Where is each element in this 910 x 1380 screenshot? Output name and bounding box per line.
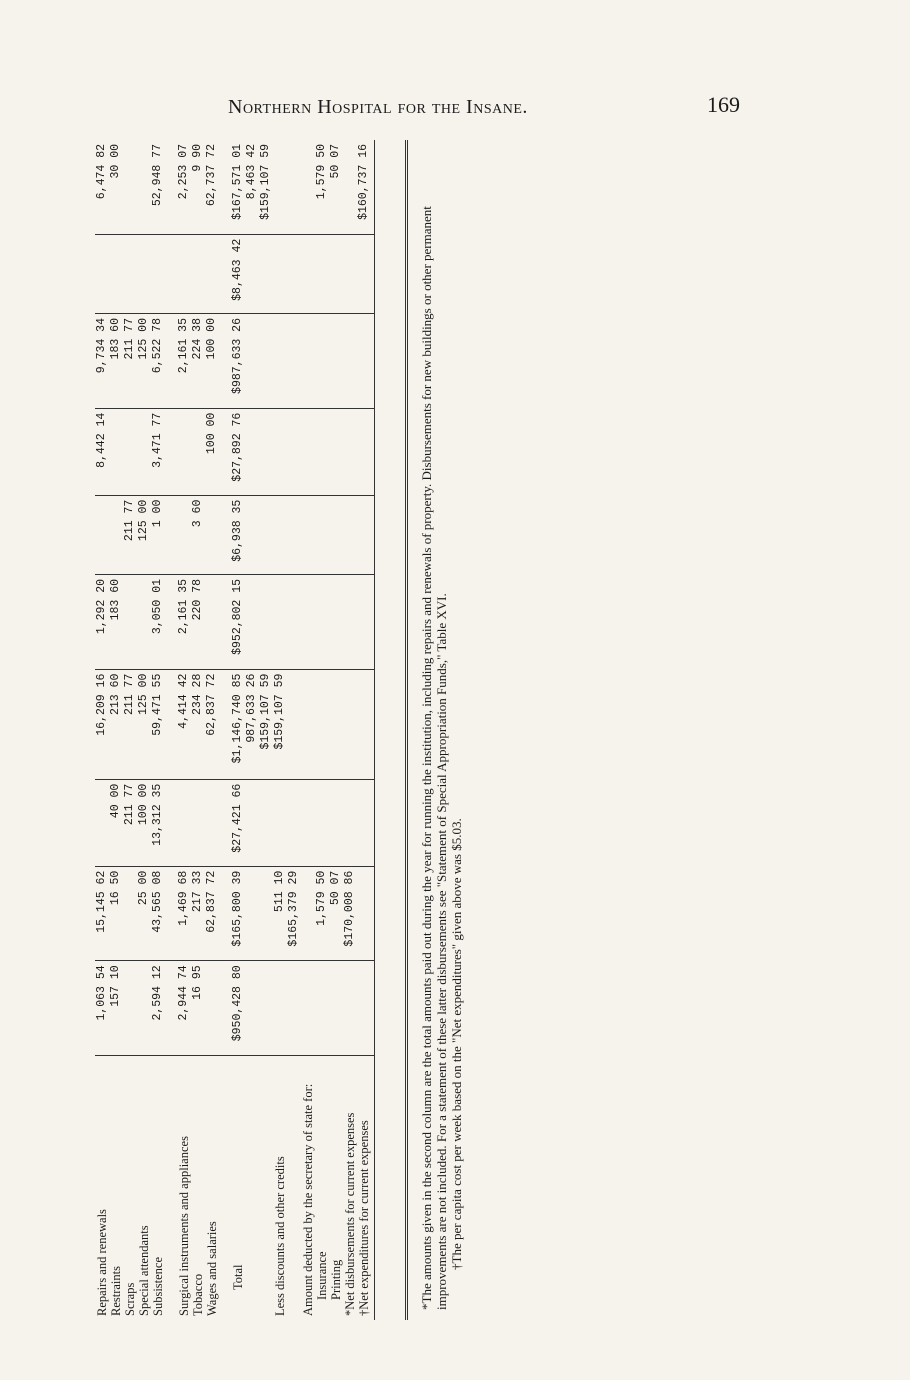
table-cell bbox=[245, 961, 259, 1056]
table-cell bbox=[137, 234, 151, 313]
table-cell bbox=[329, 234, 343, 313]
row-label: Insurance bbox=[315, 1251, 329, 1300]
table-cell bbox=[137, 961, 151, 1056]
table-cell bbox=[315, 234, 329, 313]
table-cell: $27,892 76 bbox=[231, 408, 245, 495]
table-cell bbox=[301, 234, 315, 313]
table-cell bbox=[343, 314, 357, 409]
table-cell bbox=[273, 408, 287, 495]
table-cell bbox=[123, 961, 137, 1056]
table-cell: 183 60 bbox=[109, 574, 123, 669]
table-cell bbox=[95, 234, 109, 313]
row-label: †Net expenditures for current expenses bbox=[357, 1056, 375, 1321]
table-cell: 40 00 bbox=[109, 779, 123, 866]
table-cell: 2,944 74 bbox=[177, 961, 191, 1056]
table-cell: $159,107 59 bbox=[259, 140, 273, 234]
table-cell bbox=[301, 669, 315, 779]
table-cell bbox=[165, 574, 177, 669]
table-cell bbox=[287, 314, 301, 409]
table-cell: 43,565 08 bbox=[151, 866, 165, 961]
table-cell bbox=[343, 234, 357, 313]
table-cell bbox=[219, 866, 231, 961]
table-cell bbox=[273, 234, 287, 313]
row-label: Amount deducted by the secretary of state for: bbox=[301, 1083, 315, 1316]
table-cell: 1,469 68 bbox=[177, 866, 191, 961]
row-label: Subsistence bbox=[151, 1256, 165, 1316]
table-cell bbox=[315, 314, 329, 409]
table-cell: 8,463 42 bbox=[245, 140, 259, 234]
table-cell bbox=[315, 669, 329, 779]
row-label: Special attendants bbox=[137, 1225, 151, 1316]
table-cell bbox=[343, 574, 357, 669]
table-cell bbox=[287, 961, 301, 1056]
printing-row bbox=[329, 140, 343, 1320]
table-cell: 1 00 bbox=[151, 495, 165, 574]
table-cell bbox=[343, 669, 357, 779]
table-cell bbox=[165, 866, 177, 961]
row-label bbox=[287, 1056, 301, 1321]
table-cell: 211 77 bbox=[123, 314, 137, 409]
table-cell: 50 07 bbox=[329, 866, 343, 961]
table-cell: 1,579 50 bbox=[315, 866, 329, 961]
table-cell: 511 10 bbox=[273, 866, 287, 961]
table-cell bbox=[245, 408, 259, 495]
less-discounts-row bbox=[273, 140, 287, 1320]
table-cell bbox=[177, 495, 191, 574]
table-cell bbox=[357, 866, 375, 961]
table-cell bbox=[329, 669, 343, 779]
table-cell: 25 00 bbox=[137, 866, 151, 961]
table-cell bbox=[205, 961, 219, 1056]
table-cell: $27,421 66 bbox=[231, 779, 245, 866]
table-cell bbox=[301, 140, 315, 234]
table-cell bbox=[245, 574, 259, 669]
table-cell bbox=[219, 495, 231, 574]
table-cell: 3,471 77 bbox=[151, 408, 165, 495]
table-cell: $170,008 86 bbox=[343, 866, 357, 961]
footnotes bbox=[419, 150, 464, 1310]
table-cell bbox=[165, 961, 177, 1056]
table-cell: 2,161 35 bbox=[177, 574, 191, 669]
table-cell bbox=[301, 495, 315, 574]
table-row bbox=[205, 140, 219, 1320]
table-cell bbox=[177, 779, 191, 866]
table-cell: 16,209 16 bbox=[95, 669, 109, 779]
table-cell bbox=[137, 140, 151, 234]
table-cell: 1,579 50 bbox=[315, 140, 329, 234]
total-diff-row bbox=[259, 140, 273, 1320]
table-cell bbox=[343, 961, 357, 1056]
table-cell bbox=[343, 779, 357, 866]
table-cell bbox=[301, 314, 315, 409]
table-cell: 62,837 72 bbox=[205, 866, 219, 961]
table-cell bbox=[357, 314, 375, 409]
spacer-row bbox=[219, 140, 231, 1320]
table-cell bbox=[301, 574, 315, 669]
table-cell bbox=[137, 574, 151, 669]
total-row bbox=[231, 140, 245, 1320]
row-label: Scraps bbox=[123, 1282, 137, 1316]
running-title: Northern Hospital for the Insane. bbox=[228, 96, 528, 118]
footnote-2: †The per capita cost per week based on the "Net expenditures" given above was $5.03. bbox=[449, 818, 464, 1270]
table-cell bbox=[219, 234, 231, 313]
table-cell bbox=[165, 314, 177, 409]
table-cell bbox=[301, 408, 315, 495]
table-cell bbox=[273, 140, 287, 234]
table-cell: 2,161 35 bbox=[177, 314, 191, 409]
table-cell bbox=[287, 779, 301, 866]
table-cell bbox=[259, 234, 273, 313]
table-cell: 8,442 14 bbox=[95, 408, 109, 495]
table-bottom-rule bbox=[405, 140, 408, 1320]
table-cell: 4,414 42 bbox=[177, 669, 191, 779]
table-cell bbox=[329, 961, 343, 1056]
table-cell: $165,800 39 bbox=[231, 866, 245, 961]
rotated-table-block bbox=[95, 140, 525, 1320]
table-cell: 52,948 77 bbox=[151, 140, 165, 234]
table-cell bbox=[259, 779, 273, 866]
table-cell: 213 60 bbox=[109, 669, 123, 779]
table-cell bbox=[165, 140, 177, 234]
table-cell: 50 07 bbox=[329, 140, 343, 234]
table-row bbox=[177, 140, 191, 1320]
table-cell bbox=[259, 314, 273, 409]
table-cell: 100 00 bbox=[205, 314, 219, 409]
table-cell: 3,050 01 bbox=[151, 574, 165, 669]
table-cell bbox=[357, 669, 375, 779]
table-cell bbox=[205, 234, 219, 313]
table-cell: 62,837 72 bbox=[205, 669, 219, 779]
table-cell bbox=[329, 408, 343, 495]
table-cell bbox=[357, 961, 375, 1056]
net-expenditures-row bbox=[357, 140, 375, 1320]
table-cell bbox=[123, 140, 137, 234]
table-row bbox=[191, 140, 205, 1320]
table-cell bbox=[315, 961, 329, 1056]
table-cell bbox=[357, 574, 375, 669]
table-cell: 217 33 bbox=[191, 866, 205, 961]
table-cell bbox=[357, 495, 375, 574]
table-cell bbox=[191, 234, 205, 313]
table-cell bbox=[273, 961, 287, 1056]
table-cell bbox=[219, 408, 231, 495]
table-row bbox=[151, 140, 165, 1320]
table-cell: 2,594 12 bbox=[151, 961, 165, 1056]
table-cell bbox=[287, 234, 301, 313]
table-cell bbox=[219, 140, 231, 234]
table-cell: 125 00 bbox=[137, 669, 151, 779]
table-cell bbox=[357, 408, 375, 495]
table-cell: $952,802 15 bbox=[231, 574, 245, 669]
table-cell bbox=[273, 314, 287, 409]
table-row bbox=[137, 140, 151, 1320]
table-cell bbox=[109, 408, 123, 495]
table-cell bbox=[301, 779, 315, 866]
footnote-1: *The amounts given in the second column are the total amounts paid out during the year for running the institution, including repairs and renewals of property. Disbursements for new buildings or other permanent improvements are not included. For a statement of these latter disbursements see "Statement of Special Appropriation Funds," Table XVI. bbox=[419, 206, 449, 1310]
table-cell bbox=[329, 314, 343, 409]
table-cell: $159,107 59 bbox=[273, 669, 287, 779]
table-cell bbox=[191, 408, 205, 495]
table-cell bbox=[123, 574, 137, 669]
table-cell bbox=[151, 234, 165, 313]
table-row bbox=[95, 140, 109, 1320]
table-cell: 6,522 78 bbox=[151, 314, 165, 409]
table-cell: 13,312 35 bbox=[151, 779, 165, 866]
less-result-row bbox=[287, 140, 301, 1320]
table-cell: 62,737 72 bbox=[205, 140, 219, 234]
table-cell bbox=[315, 574, 329, 669]
table-cell bbox=[177, 408, 191, 495]
table-cell: $1,146,740 85 bbox=[231, 669, 245, 779]
row-label: Wages and salaries bbox=[205, 1221, 219, 1316]
table-cell bbox=[273, 574, 287, 669]
table-cell bbox=[357, 779, 375, 866]
table-cell bbox=[259, 574, 273, 669]
table-cell: 9,734 34 bbox=[95, 314, 109, 409]
table-cell bbox=[343, 495, 357, 574]
table-cell: 3 60 bbox=[191, 495, 205, 574]
table-cell bbox=[205, 779, 219, 866]
table-cell: 1,063 54 bbox=[95, 961, 109, 1056]
table-cell bbox=[301, 866, 315, 961]
deducted-heading-row bbox=[301, 140, 315, 1320]
table-cell bbox=[191, 779, 205, 866]
table-cell: 100 00 bbox=[205, 408, 219, 495]
table-cell: 234 28 bbox=[191, 669, 205, 779]
table-cell: $167,571 01 bbox=[231, 140, 245, 234]
table-cell bbox=[315, 408, 329, 495]
table-cell: 125 00 bbox=[137, 314, 151, 409]
table-cell bbox=[287, 140, 301, 234]
table-cell: 224 38 bbox=[191, 314, 205, 409]
table-cell: $6,938 35 bbox=[231, 495, 245, 574]
row-label: Restraints bbox=[109, 1266, 123, 1316]
table-cell: 59,471 55 bbox=[151, 669, 165, 779]
table-cell bbox=[301, 961, 315, 1056]
table-cell bbox=[219, 314, 231, 409]
table-cell bbox=[259, 866, 273, 961]
row-label: Repairs and renewals bbox=[95, 1209, 109, 1316]
net-disbursements-row bbox=[343, 140, 357, 1320]
table-cell bbox=[165, 408, 177, 495]
table-cell bbox=[259, 961, 273, 1056]
table-cell bbox=[205, 574, 219, 669]
table-cell: $8,463 42 bbox=[231, 234, 245, 313]
table-cell bbox=[165, 234, 177, 313]
row-label: Tobacco bbox=[191, 1273, 205, 1316]
table-cell: 211 77 bbox=[123, 669, 137, 779]
table-cell bbox=[273, 495, 287, 574]
table-cell bbox=[165, 669, 177, 779]
table-cell bbox=[343, 408, 357, 495]
table-cell: 100 00 bbox=[137, 779, 151, 866]
spacer-row bbox=[165, 140, 177, 1320]
table-cell bbox=[109, 495, 123, 574]
page-header bbox=[200, 92, 760, 122]
table-cell: 9 90 bbox=[191, 140, 205, 234]
row-label bbox=[245, 1056, 259, 1321]
row-label: Total bbox=[231, 1264, 245, 1290]
table-cell: $987,633 26 bbox=[231, 314, 245, 409]
table-cell: 220 78 bbox=[191, 574, 205, 669]
table-cell bbox=[315, 779, 329, 866]
table-cell bbox=[123, 408, 137, 495]
row-label: Less discounts and other credits bbox=[273, 1156, 287, 1316]
table-cell: 211 77 bbox=[123, 779, 137, 866]
table-cell: 15,145 62 bbox=[95, 866, 109, 961]
table-cell bbox=[287, 574, 301, 669]
table-row bbox=[109, 140, 123, 1320]
table-cell: $160,737 16 bbox=[357, 140, 375, 234]
table-cell bbox=[329, 495, 343, 574]
row-label: Printing bbox=[329, 1259, 343, 1300]
table-cell: 1,292 20 bbox=[95, 574, 109, 669]
table-cell: 2,253 07 bbox=[177, 140, 191, 234]
insurance-row bbox=[315, 140, 329, 1320]
page-number: 169 bbox=[707, 92, 740, 117]
table-cell bbox=[259, 495, 273, 574]
row-label: Surgical instruments and appliances bbox=[177, 1136, 191, 1316]
row-label bbox=[259, 1056, 273, 1321]
table-cell: 157 10 bbox=[109, 961, 123, 1056]
table-cell: 183 60 bbox=[109, 314, 123, 409]
table-cell bbox=[245, 314, 259, 409]
table-cell bbox=[357, 234, 375, 313]
financial-table bbox=[95, 140, 375, 1320]
table-cell bbox=[245, 234, 259, 313]
table-cell bbox=[219, 961, 231, 1056]
table-cell: 211 77 bbox=[123, 495, 137, 574]
table-cell: $950,428 80 bbox=[231, 961, 245, 1056]
table-cell: 125 00 bbox=[137, 495, 151, 574]
table-cell: 16 95 bbox=[191, 961, 205, 1056]
table-cell bbox=[123, 866, 137, 961]
total-sub-row bbox=[245, 140, 259, 1320]
table-cell bbox=[315, 495, 329, 574]
table-cell bbox=[165, 495, 177, 574]
table-cell bbox=[259, 408, 273, 495]
row-label bbox=[219, 1056, 231, 1321]
row-label: *Net disbursements for current expenses bbox=[343, 1112, 357, 1316]
row-label bbox=[165, 1056, 177, 1321]
table-cell bbox=[287, 669, 301, 779]
table-cell bbox=[245, 495, 259, 574]
table-cell bbox=[329, 574, 343, 669]
table-cell bbox=[329, 779, 343, 866]
table-cell bbox=[245, 866, 259, 961]
table-cell: $159,107 59 bbox=[259, 669, 273, 779]
table-cell bbox=[137, 408, 151, 495]
table-cell bbox=[177, 234, 191, 313]
table-cell bbox=[343, 140, 357, 234]
table-cell: 16 50 bbox=[109, 866, 123, 961]
table-cell: 30 00 bbox=[109, 140, 123, 234]
table-cell bbox=[245, 779, 259, 866]
table-cell bbox=[123, 234, 137, 313]
table-cell bbox=[273, 779, 287, 866]
table-cell: 6,474 82 bbox=[95, 140, 109, 234]
table-row bbox=[123, 140, 137, 1320]
table-cell bbox=[205, 495, 219, 574]
table-cell bbox=[165, 779, 177, 866]
table-cell bbox=[287, 495, 301, 574]
table-cell: 987,633 26 bbox=[245, 669, 259, 779]
table-cell bbox=[109, 234, 123, 313]
table-cell bbox=[287, 408, 301, 495]
table-cell bbox=[95, 495, 109, 574]
table-cell bbox=[219, 669, 231, 779]
table-cell: $165,379 29 bbox=[287, 866, 301, 961]
table-cell bbox=[95, 779, 109, 866]
table-cell bbox=[219, 779, 231, 866]
table-cell bbox=[219, 574, 231, 669]
